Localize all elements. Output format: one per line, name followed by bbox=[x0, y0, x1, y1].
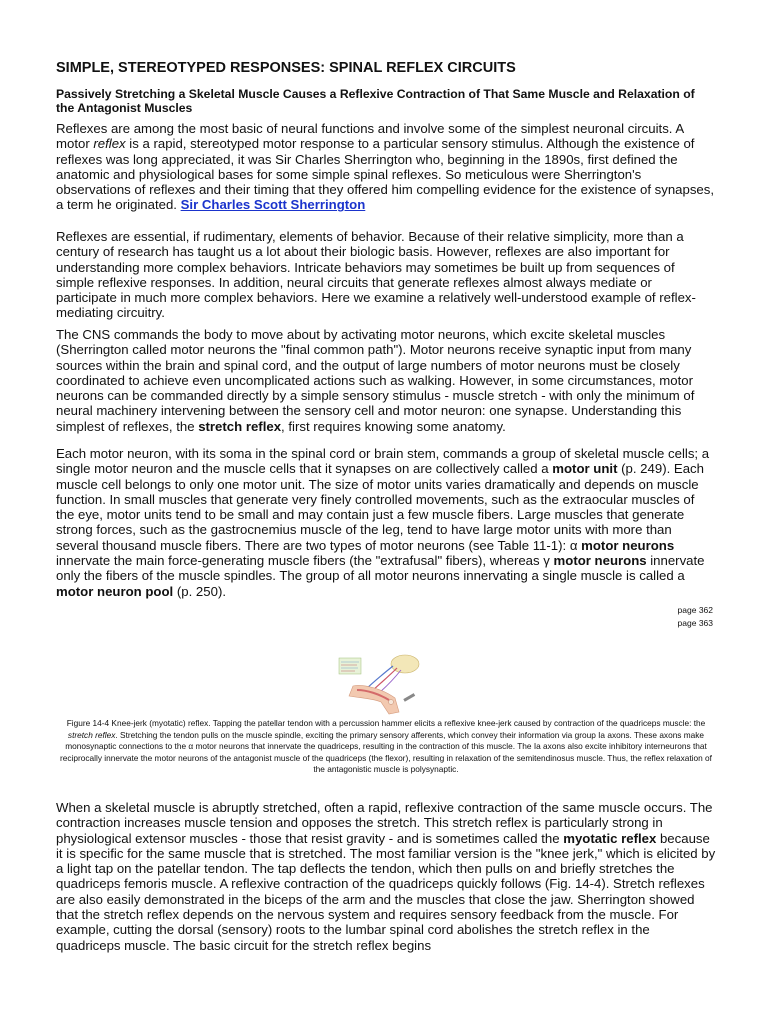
section-heading: SIMPLE, STEREOTYPED RESPONSES: SPINAL REFLEX CIRCUITS bbox=[56, 60, 516, 76]
text-span: (p. 250). bbox=[173, 583, 226, 599]
italic-term: reflex bbox=[93, 136, 126, 152]
text-span: When a skeletal muscle is abruptly stretched, often a rapid, reflexive contraction of the same muscle occurs. The contraction increases muscle tension and opposes the stretch. This stretch reflex is particularly strong in physiological extensor muscles - those that resist gravity - and is sometimes called the bbox=[56, 800, 713, 846]
paragraph-3 bbox=[56, 327, 716, 434]
reflex-hammer-shape bbox=[403, 693, 415, 702]
text-span: (p. 249). Each muscle cell belongs to only one motor unit. The size of motor units varies dramatically and depends on muscle function. In small muscles that generate very finely controlled movements, such as the extraocular muscles of the eye, motor units tend to be small and may contain just a few muscle fibers. Large muscles that generate strong forces, such as the gastrocnemius muscle of the leg, tend to have large motor units with more than several thousand muscle fibers. There are two types of motor neurons (see Table 11-1): α bbox=[56, 461, 704, 553]
paragraph-2: Reflexes are essential, if rudimentary, elements of behavior. Because of their relative simplicity, more than a century of research has taught us a lot about their biologic basis. However, reflexes are also important for understanding more complex behaviors. Intricate behaviors may sometimes be built up from sequences of simple reflexive responses. In addition, neural circuits that generate reflexes almost always mediate or participate in much more complex behaviors. Here we examine a relatively well-understood example of reflex-mediating circuitry. bbox=[56, 229, 696, 321]
bold-term: stretch reflex bbox=[198, 418, 282, 434]
subsection-heading: Passively Stretching a Skeletal Muscle Causes a Reflexive Contraction of That Same Muscle and Relaxation of the Antagonist Muscles bbox=[56, 87, 695, 115]
page-marker: page 362 bbox=[677, 605, 713, 615]
text-span: The CNS commands the body to move about by activating motor neurons, which excite skeletal muscles (Sherrington called motor neurons the "final common path"). Motor neurons receive synaptic input from many sources within the brain and spinal cord, and the output of large numbers of motor neurons must be closely coordinated to achieve even uncomplicated actions such as walking. However, in some circumstances, motor neurons can be commanded directly by a simple sensory stimulus - muscle stretch - with only the minimum of neural machinery intervening between the sensory cell and motor neuron: one synapse. Understanding this simplest of reflexes, the bbox=[56, 327, 695, 434]
bold-term: motor neuron pool bbox=[56, 583, 174, 599]
bold-term: motor neurons bbox=[553, 553, 647, 569]
italic-term: stretch reflex bbox=[67, 729, 116, 740]
paragraph-4 bbox=[56, 446, 716, 599]
figure-illustration bbox=[333, 652, 433, 718]
figure-caption bbox=[56, 718, 716, 776]
text-span: . Stretching the tendon pulls on the muscle spindle, exciting the primary sensory afferents, which convey their information via group Ia axons. These axons make monosynaptic connections to the α motor neurons that innervate the quadriceps, resulting in the contraction of this muscle. The Ia axons also excite inhibitory interneurons that reciprocally innervate the motor neurons of the antagonist muscle of the quadriceps (the flexor), resulting in relaxation of the semitendinosus muscle. Thus, the reflex relaxation of the antagonistic muscle is polysynaptic. bbox=[60, 729, 712, 774]
sherrington-link[interactable]: Sir Charles Scott Sherrington bbox=[180, 197, 366, 213]
paragraph-5 bbox=[56, 800, 716, 953]
text-span: Figure 14-4 Knee-jerk (myotatic) reflex. Tapping the patellar tendon with a percussion hammer elicits a reflexive knee-jerk caused by contraction of the quadriceps muscle: the bbox=[66, 718, 706, 728]
text-span: Reflexes are among the most basic of neural functions and involve some of the simplest neuronal circuits. A motor bbox=[56, 121, 684, 152]
bold-term: motor unit bbox=[552, 461, 618, 477]
bold-term: myotatic reflex bbox=[563, 830, 657, 846]
text-span: innervate only the fibers of the muscle spindles. The group of all motor neurons innervating a single muscle is called a bbox=[56, 553, 705, 584]
text-span: is a rapid, stereotyped motor response to a particular sensory stimulus. Although the existence of reflexes was long appreciated, it was Sir Charles Sherrington who, beginning in the 1890s, first defined the anatomic and physiological bases for some simple spinal reflexes. So meticulous were Sherrington's observations of reflexes and their timing that they offered him compelling evidence for the existence of synapses, a term he originated. bbox=[56, 136, 715, 213]
text-span: because it is specific for the same muscle that is stretched. The most familiar version is the "knee jerk," which is elicited by a light tap on the patellar tendon. The tap deflects the tendon, which then pulls on and briefly stretches the quadriceps femoris muscle. A reflexive contraction of the quadriceps quickly follows (Fig. 14-4). Stretch reflexes are also easily demonstrated in the biceps of the arm and the muscles that close the jaw. Sherrington showed that the stretch reflex depends on the nervous system and requires sensory feedback from the muscle. For example, cutting the dorsal (sensory) roots to the lumbar spinal cord abolishes the stretch reflex in the quadriceps muscle. The basic circuit for the stretch reflex begins bbox=[56, 830, 716, 953]
text-span: innervate the main force-generating muscle fibers (the "extrafusal" fibers), whereas γ bbox=[56, 553, 554, 569]
paragraph-1 bbox=[56, 121, 716, 213]
text-span: Each motor neuron, with its soma in the spinal cord or brain stem, commands a group of skeletal muscle cells; a single motor neuron and the muscle cells that it synapses on are collectively called a bbox=[56, 446, 710, 477]
figure-inset bbox=[339, 658, 361, 674]
text-span: , first requires knowing some anatomy. bbox=[281, 418, 506, 434]
page-marker: page 363 bbox=[677, 618, 713, 628]
bold-term: motor neurons bbox=[581, 537, 675, 553]
knee-jerk-reflex-figure bbox=[333, 652, 433, 718]
